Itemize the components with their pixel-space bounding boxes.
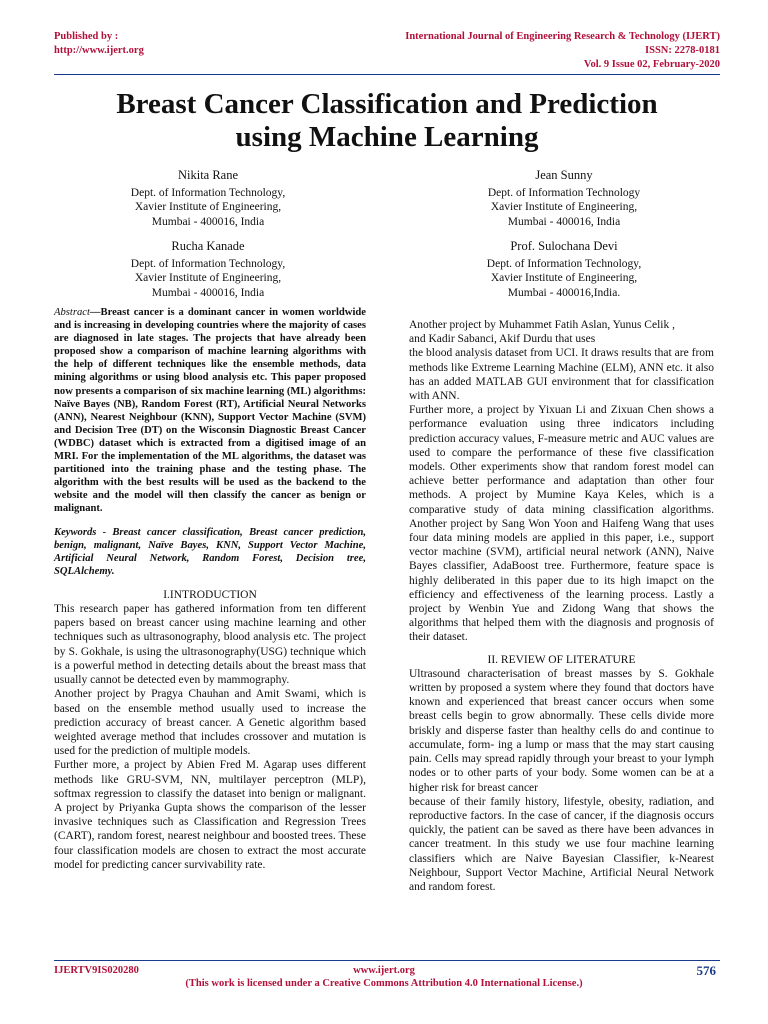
left-column [54, 306, 366, 872]
author-address: Mumbai - 400016, India [151, 215, 265, 228]
title-line-1: Breast Cancer Classification and Prediction [116, 88, 658, 120]
author-dept: Dept. of Information Technology, [130, 186, 286, 199]
paper-title [54, 88, 720, 154]
journal-name: International Journal of Engineering Research & Technology (IJERT) [405, 31, 720, 42]
author-address: Mumbai - 400016, India [507, 215, 621, 228]
intro-heading: I.INTRODUCTION [163, 588, 257, 601]
page-number: 576 [696, 963, 716, 978]
footer-divider [54, 960, 720, 961]
published-by: Published by : [54, 31, 119, 42]
author-name: Nikita Rane [177, 168, 239, 182]
literature-paragraph-2: because of their family history, lifestyle, obesity, radiation, and reproductive factors. In the case of cancer, if the diagnosis occurs quickly, the patient can be saved as there have been advances in cancer treatment. In this study we use four machine learning classifiers which are Naive Bayesian Classifier, k-Nearest Neighbour, Support Vector Machine, Artificial Neural Network and random forest. [409, 795, 714, 893]
footer-site-link[interactable]: www.ijert.org [353, 965, 415, 976]
right-column [409, 318, 714, 894]
author-block-3 [58, 239, 358, 300]
author-block-2 [414, 168, 714, 229]
literature-heading: II. REVIEW OF LITERATURE [487, 653, 636, 666]
intro-paragraph-2: Another project by Pragya Chauhan and Amit Swami, which is based on the ensemble method usually used to increase the prediction accuracy of breast cancer. A Genetic algorithm based weighted average method that includes crossover and mutation is used for the prediction of multiple models. [54, 688, 366, 758]
author-block-4 [414, 239, 714, 300]
author-block-1 [58, 168, 358, 229]
author-institute: Xavier Institute of Engineering, [134, 201, 282, 213]
author-address: Mumbai - 400016,India. [507, 286, 621, 299]
right-paragraph-1b: and Kadir Sabanci, Akif Durdu that uses [409, 333, 596, 346]
journal-url-link[interactable]: http://www.ijert.org [54, 45, 144, 56]
abstract [54, 306, 366, 516]
header-divider [54, 74, 720, 75]
abstract-label: Abstract [54, 307, 90, 318]
literature-paragraph-1: Ultrasound characterisation of breast masses by S. Gokhale written by proposed a system where they found that doctors have known and experienced that breast cancer occurs when some breast cells begin to grow abnormally. These cells divide more briskly and disperse faster than healthy cells do and continue to accumulate, form- ing a lump or mass that the may start causing pain. Cells may spread rapidly through your breast to your lymph nodes or to other parts of your body. Some women can be at a higher risk for breast cancer [409, 667, 714, 794]
author-dept: Dept. of Information Technology [487, 186, 641, 199]
paper-id: IJERTV9IS020280 [54, 965, 139, 976]
author-name: Prof. Sulochana Devi [510, 239, 618, 253]
abstract-text: —Breast cancer is a dominant cancer in women worldwide and is increasing in developing countries where the majority of cases are diagnosed in late stages. The projects that have already been proposed show a comparison of machine learning algorithms with the help of different techniques like the ensemble methods, data mining algorithms or using blood analysis etc. This paper proposed now presents a comparison of six machine learning (ML) algorithms: Naïve Bayes (NB), Random Forest (RT), Artificial Neural Networks (ANN), Nearest Neighbour (KNN), Support Vector Machine (SVM) and Decision Tree (DT) on the Wisconsin Diagnostic Breast Cancer (WDBC) dataset which is extracted from a digitised image of an MRI. For the implementation of the ML algorithms, the dataset was partitioned into the training phase and the testing phase. The algorithm with the best results will be used as the backend to the website and the model will then classify the cancer as benign or malignant. [54, 307, 367, 515]
author-name: Rucha Kanade [171, 239, 245, 253]
right-paragraph-1a: Another project by Muhammet Fatih Aslan, Yunus Celik , [409, 319, 675, 331]
intro-paragraph-1: This research paper has gathered information from ten different papers based on breast cancer using machine learning and other techniques such as ultrasonography, blood analysis etc. The project by S. Gokhale, is using the ultrasonography(USG) technique which is a powerful method in detecting details about the breast mass that usually cannot be detected even by mammography. [54, 603, 366, 687]
license-notice: (This work is licensed under a Creative Commons Attribution 4.0 International License.) [185, 978, 583, 989]
author-institute: Xavier Institute of Engineering, [490, 272, 638, 284]
header-left [54, 30, 144, 58]
author-dept: Dept. of Information Technology, [486, 257, 642, 270]
author-name: Jean Sunny [535, 168, 593, 182]
keywords: Keywords - Breast cancer classification, Breast cancer prediction, benign, malignant, Naïve Bayes, KNN, Support Vector Machine, Artificial Neural Network, Random Forest, Decision tree, SQLAlchemy. [54, 526, 366, 577]
author-institute: Xavier Institute of Engineering, [134, 272, 282, 284]
issn: ISSN: 2278-0181 [645, 45, 720, 56]
right-paragraph-1c: the blood analysis dataset from UCI. It draws results that are from methods like Extreme Learning Machine (ELM), ANN etc. it also has an added MATLAB GUI environment that for classification with ANN. [409, 347, 714, 403]
volume-issue: Vol. 9 Issue 02, February-2020 [583, 59, 720, 70]
right-paragraph-2: Further more, a project by Yixuan Li and Zixuan Chen shows a performance evaluation using three indicators including prediction accuracy values, F-measure metric and AUC values are used to compare the performance of these five classification models. Other experiments show that random forest model can achieve better performance and adaptation than other four methods. A project by Mumine Kaya Keles, which is a comparative study of data mining classification algorithms. Another project by Sang Won Yoon and Haifeng Wang that uses four data mining models are applied in this paper, i.e., support vector machine (SVM), artificial neural network (ANN), Naive Bayes classifier, AdaBoost tree. Furthermore, feature space is highly deliberated in this paper due to its high imapct on the efficiency and effectiveness of the learning process. Lastly a project by Wenbin Yue and Zidong Wang that shows the algorithms that helped them with the diagnosis and prognosis of their dataset. [409, 404, 714, 644]
intro-paragraph-3: Further more, a project by Abien Fred M. Agarap uses different methods like GRU-SVM, NN, multilayer perceptron (MLP), softmax regression to classify the dataset into benign or malignant. A project by Priyanka Gupta shows the comparison of the lesser invasive techniques such as Classification and Regression Trees (CART), random forest, nearest neighbour and boosted trees. These four classification models are chosen to extract the most accurate model for predicting cancer survivability rate. [54, 759, 366, 871]
title-line-2: using Machine Learning [235, 121, 539, 153]
author-dept: Dept. of Information Technology, [130, 257, 286, 270]
author-address: Mumbai - 400016, India [151, 286, 265, 299]
author-institute: Xavier Institute of Engineering, [490, 201, 638, 213]
header-right [405, 30, 720, 72]
